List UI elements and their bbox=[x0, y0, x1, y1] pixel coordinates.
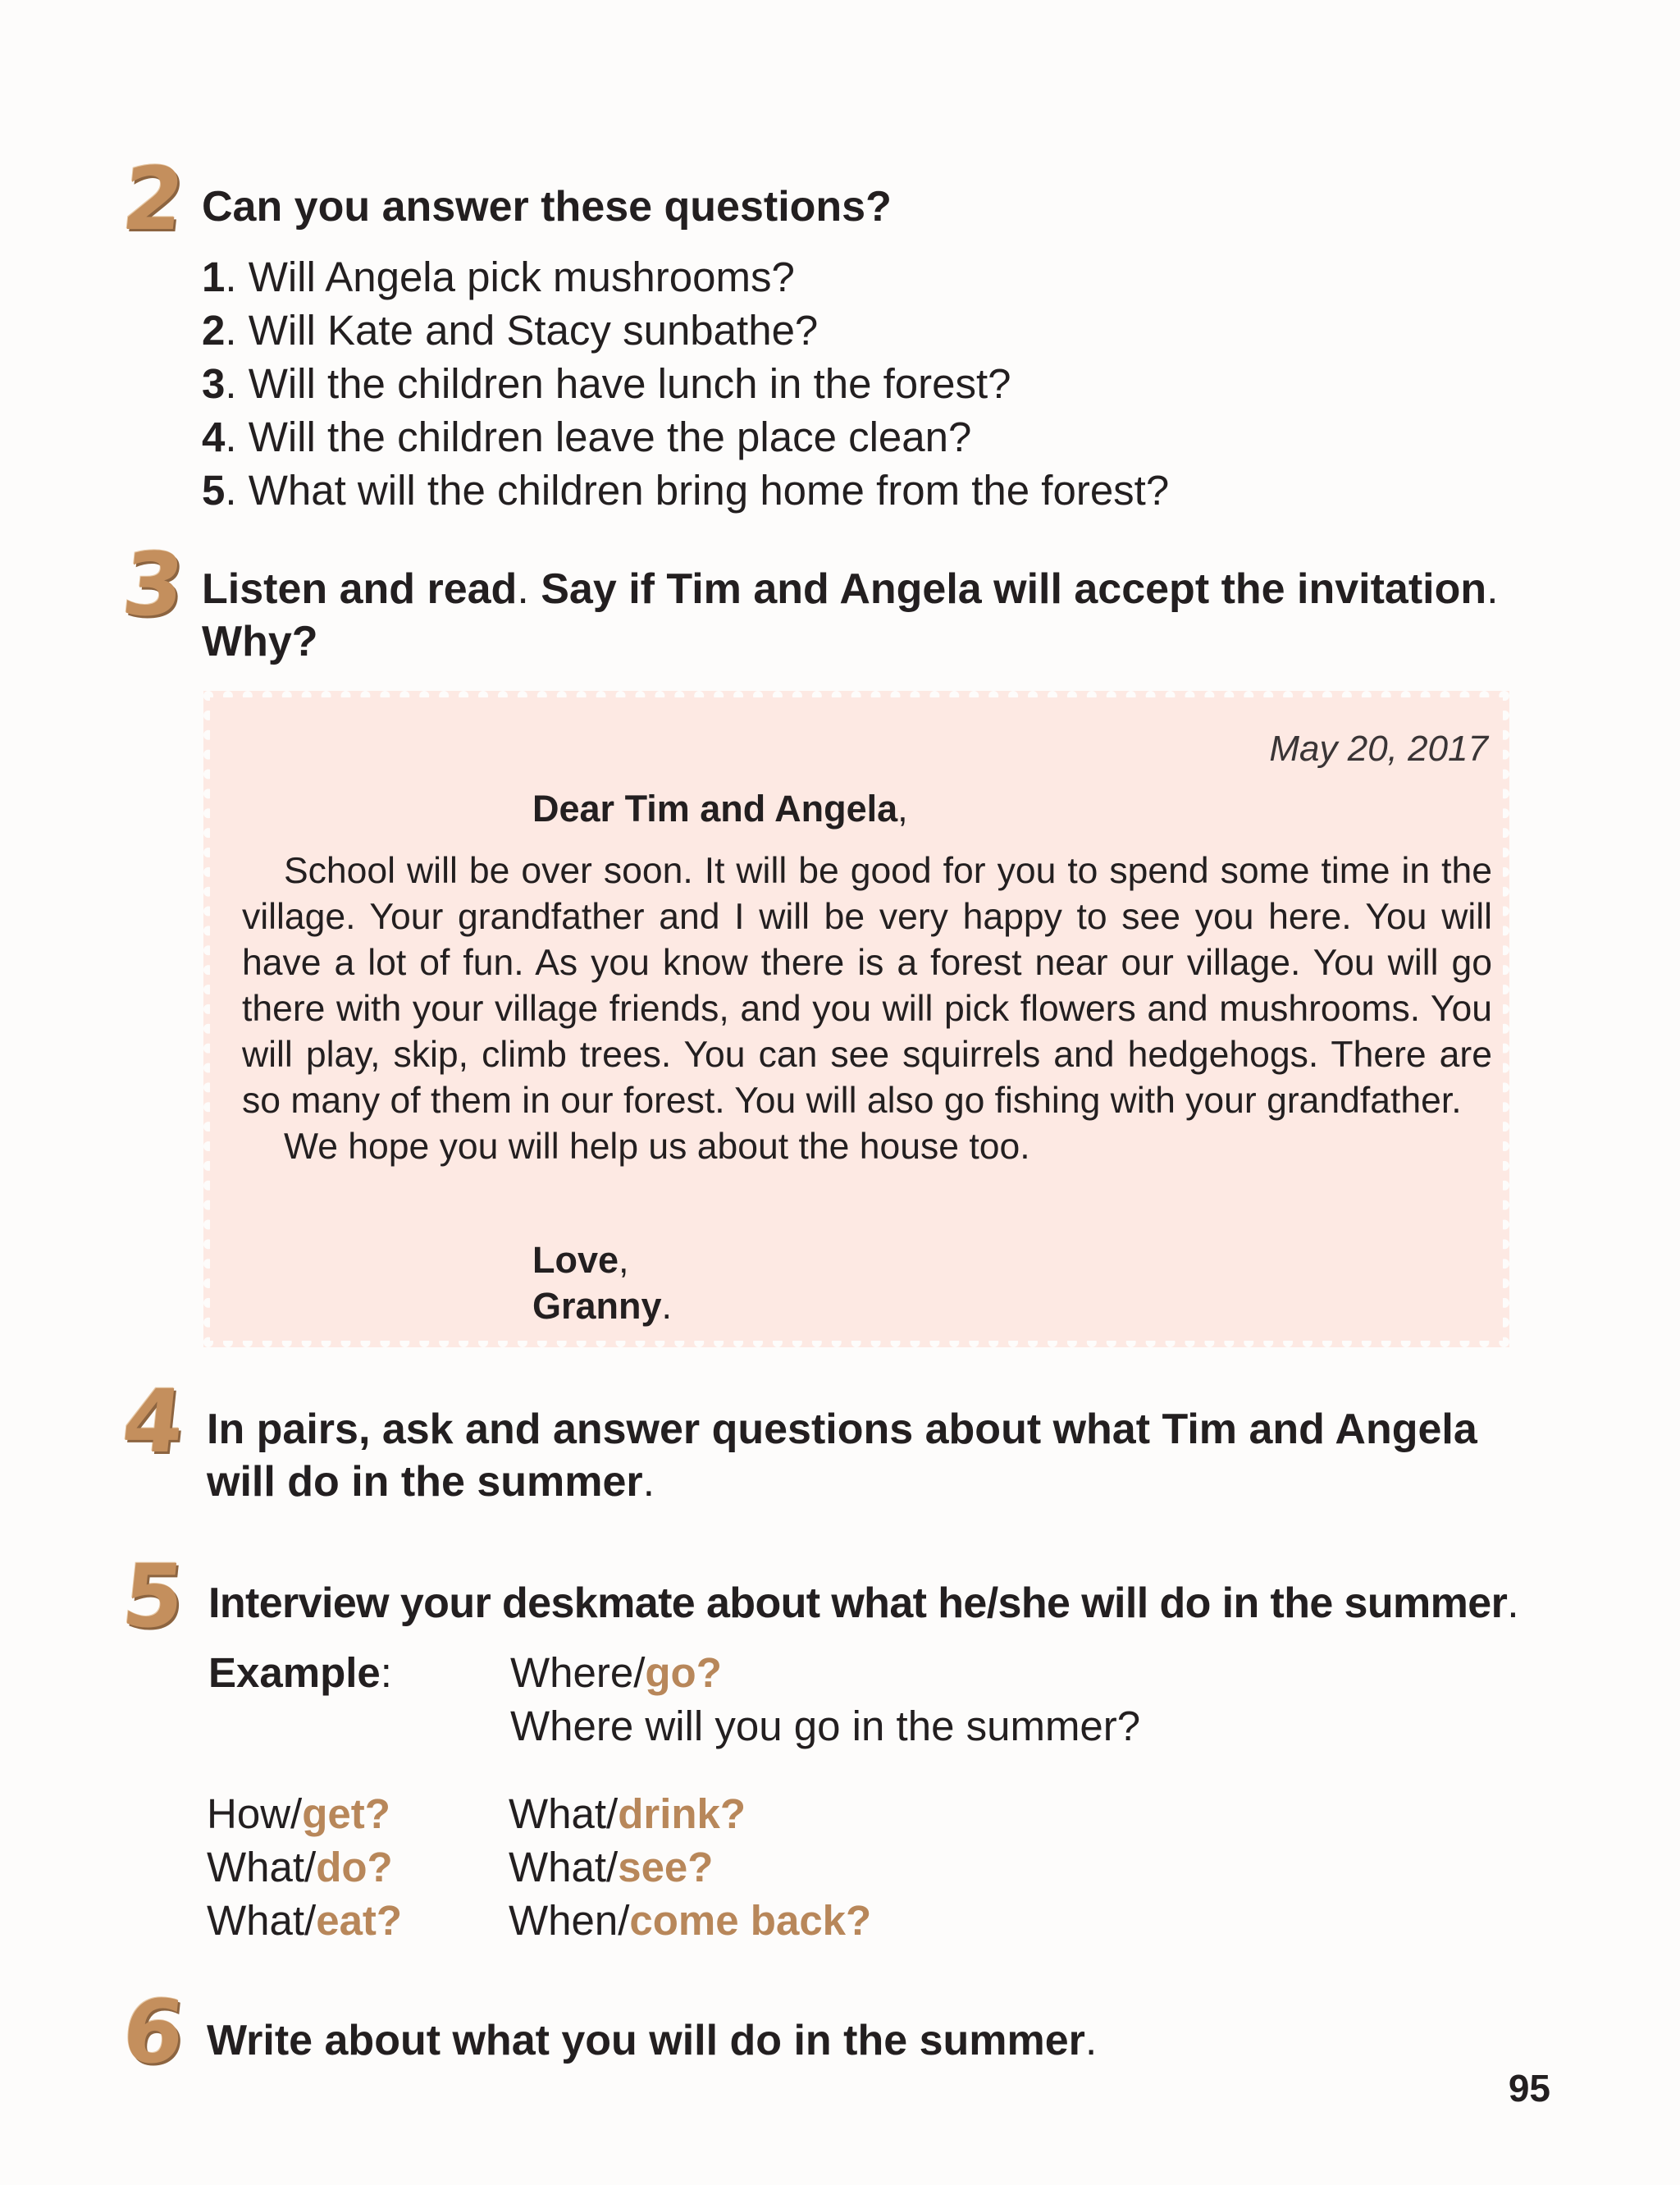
letter-paragraph: School will be over soon. It will be good for you to spend some time in the village. Your grandfather and I will be very happy to see you here. You will have a lot of fun. As you know there is a forest near our village. You will go there with your village friends, and you will pick flowers and mushrooms. You will play, skip, climb trees. You can see squirrels and hedgehogs. There are so many of them in our forest. You will also go fishing with your grandfather. bbox=[242, 851, 1492, 1121]
letter-paragraph: We hope you will help us about the house too. bbox=[284, 1127, 1030, 1167]
question-list bbox=[202, 250, 1169, 517]
prompt-prefix: When/ bbox=[509, 1897, 630, 1944]
prompt-verb: drink? bbox=[618, 1790, 746, 1837]
prompt-item bbox=[509, 1787, 871, 1840]
exercise-6-heading: Write about what you will do in the summer. bbox=[207, 2017, 1098, 2064]
exercise-2-heading: Can you answer these questions? bbox=[202, 183, 892, 231]
heading-line: In pairs, ask and answer questions about what Tim and Angela bbox=[207, 1406, 1477, 1453]
page-number: 95 bbox=[1508, 2067, 1550, 2110]
invitation-letter bbox=[203, 691, 1509, 1347]
letter-body bbox=[242, 848, 1492, 1170]
example-label-text: Example bbox=[208, 1649, 381, 1696]
prompt-item bbox=[509, 1894, 871, 1947]
prompt-item bbox=[509, 1840, 871, 1894]
exercise-4-heading: In pairs, ask and answer questions about what Tim and Angela will do in the summer. bbox=[207, 1406, 1477, 1506]
question-item bbox=[202, 304, 1169, 357]
prompt-item bbox=[207, 1894, 402, 1947]
question-item bbox=[202, 357, 1169, 410]
example-answer: Where will you go in the summer? bbox=[510, 1703, 1141, 1749]
prompt-prefix: What/ bbox=[207, 1844, 317, 1890]
prompt-prefix: Where/ bbox=[510, 1649, 646, 1696]
question-item bbox=[202, 464, 1169, 517]
prompt-verb: eat? bbox=[316, 1897, 403, 1944]
signature-text: Granny bbox=[532, 1285, 662, 1327]
prompt-prefix: How/ bbox=[207, 1790, 303, 1837]
question-text: . Will the children have lunch in the forest? bbox=[225, 360, 1011, 407]
prompt-verb: see? bbox=[618, 1844, 714, 1890]
letter-greeting: Dear Tim and Angela, bbox=[532, 788, 908, 830]
question-text: . Will the children leave the place clean? bbox=[225, 414, 972, 460]
heading-text: Write about what you will do in the summer bbox=[207, 2017, 1085, 2064]
question-number: 2 bbox=[202, 307, 226, 354]
closing-text: Love bbox=[532, 1239, 619, 1281]
question-text: . Will Kate and Stacy sunbathe? bbox=[225, 307, 819, 354]
letter-signoff: Love, Granny. bbox=[532, 1239, 673, 1327]
question-number: 5 bbox=[202, 467, 226, 514]
heading-part-listen: Listen and read bbox=[202, 565, 518, 613]
question-number: 4 bbox=[202, 414, 226, 460]
greeting-text: Dear Tim and Angela bbox=[532, 788, 898, 830]
exercise-number-3: 3 bbox=[117, 534, 189, 635]
prompt-prefix: What/ bbox=[509, 1844, 619, 1890]
exercise-number-6: 6 bbox=[117, 1982, 189, 2082]
prompt-item bbox=[207, 1787, 402, 1840]
prompt-column-right bbox=[509, 1787, 871, 1947]
question-number: 3 bbox=[202, 360, 226, 407]
prompt-verb: go? bbox=[645, 1649, 722, 1696]
question-text: . Will Angela pick mushrooms? bbox=[225, 254, 795, 300]
heading-text: Interview your deskmate about what he/she will do in the summer bbox=[208, 1579, 1508, 1627]
example-label: Example: bbox=[208, 1649, 392, 1696]
prompt-column-left bbox=[207, 1787, 402, 1947]
prompt-verb: come back? bbox=[629, 1897, 872, 1944]
exercise-number-2: 2 bbox=[117, 149, 189, 249]
heading-part-why: Why? bbox=[202, 618, 318, 665]
example-block bbox=[510, 1646, 1140, 1753]
question-item bbox=[202, 250, 1169, 304]
prompt-prefix: What/ bbox=[207, 1897, 317, 1944]
question-number: 1 bbox=[202, 254, 226, 300]
letter-date: May 20, 2017 bbox=[1269, 729, 1488, 769]
prompt-verb: do? bbox=[316, 1844, 393, 1890]
exercise-number-5: 5 bbox=[117, 1546, 189, 1647]
question-item bbox=[202, 410, 1169, 464]
prompt-item bbox=[207, 1840, 402, 1894]
heading-part-say: Say if Tim and Angela will accept the invitation bbox=[541, 565, 1487, 613]
exercise-3-heading: Listen and read. Say if Tim and Angela will accept the invitation. Why? bbox=[202, 565, 1499, 665]
exercise-number-4: 4 bbox=[117, 1371, 189, 1472]
prompt-verb: get? bbox=[302, 1790, 390, 1837]
question-text: . What will the children bring home from the forest? bbox=[225, 467, 1170, 514]
exercise-5-heading: Interview your deskmate about what he/she will do in the summer. bbox=[208, 1579, 1519, 1627]
prompt-prefix: What/ bbox=[509, 1790, 619, 1837]
heading-line: will do in the summer bbox=[207, 1458, 643, 1506]
